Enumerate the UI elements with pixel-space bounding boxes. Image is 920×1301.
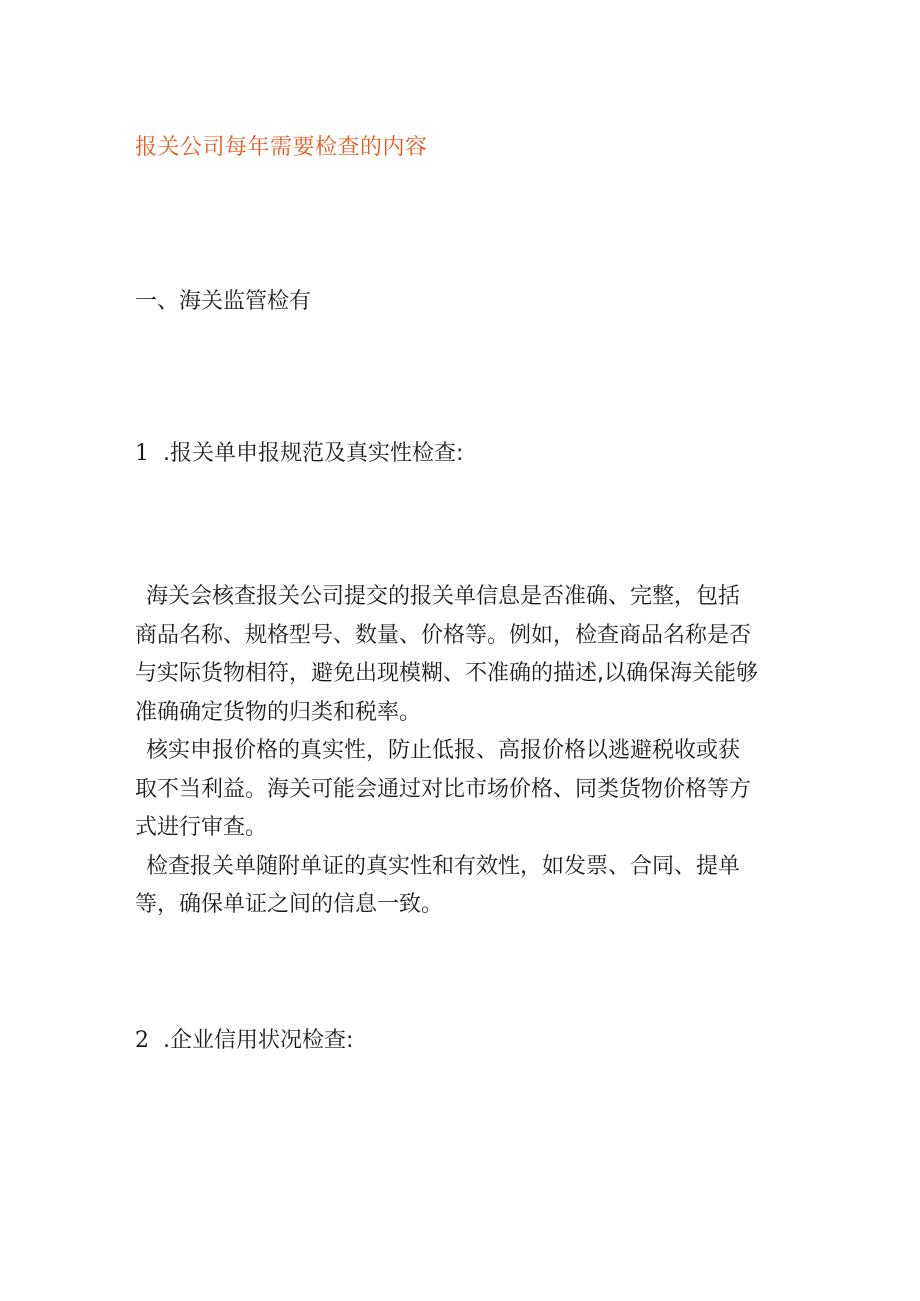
paragraph [135, 732, 805, 848]
text-line: 商品名称、规格型号、数量、价格等。例如，检查商品名称是否 [135, 622, 752, 648]
text-line: 与实际货物相符，避免出现模糊、不准确的描述,以确保海关能够 [135, 661, 758, 686]
paragraph [135, 578, 805, 732]
text-line: 海关会核查报关公司提交的报关单信息是否准确、完整，包括 [146, 584, 741, 609]
text-line: 核实申报价格的真实性，防止低报、高报价格以逃避税收或获 [146, 738, 741, 763]
section-heading: 一、海关监管检有 [135, 289, 312, 314]
text-line: 取不当利益。海关可能会通过对比市场价格、同类货物价格等方 [135, 776, 752, 802]
item-number: 2 [135, 1028, 149, 1053]
item-heading-1 [135, 436, 463, 467]
item-heading-2 [135, 1023, 353, 1054]
item-heading-text: .企业信用状况检查: [163, 1028, 354, 1053]
text-line: 式进行审查。 [135, 815, 268, 840]
text-line: 准确确定货物的归类和税率。 [135, 699, 422, 725]
text-line: 等，确保单证之间的信息一致。 [135, 892, 444, 917]
item-number: 1 [135, 441, 149, 466]
item-heading-text: .报关单申报规范及真实性检查: [163, 441, 464, 466]
body-text [135, 578, 805, 925]
document-title: 报关公司每年需要检查的内容 [135, 135, 428, 160]
text-line: 检查报关单随附单证的真实性和有效性，如发票、合同、提单 [146, 853, 741, 879]
paragraph [135, 848, 805, 925]
